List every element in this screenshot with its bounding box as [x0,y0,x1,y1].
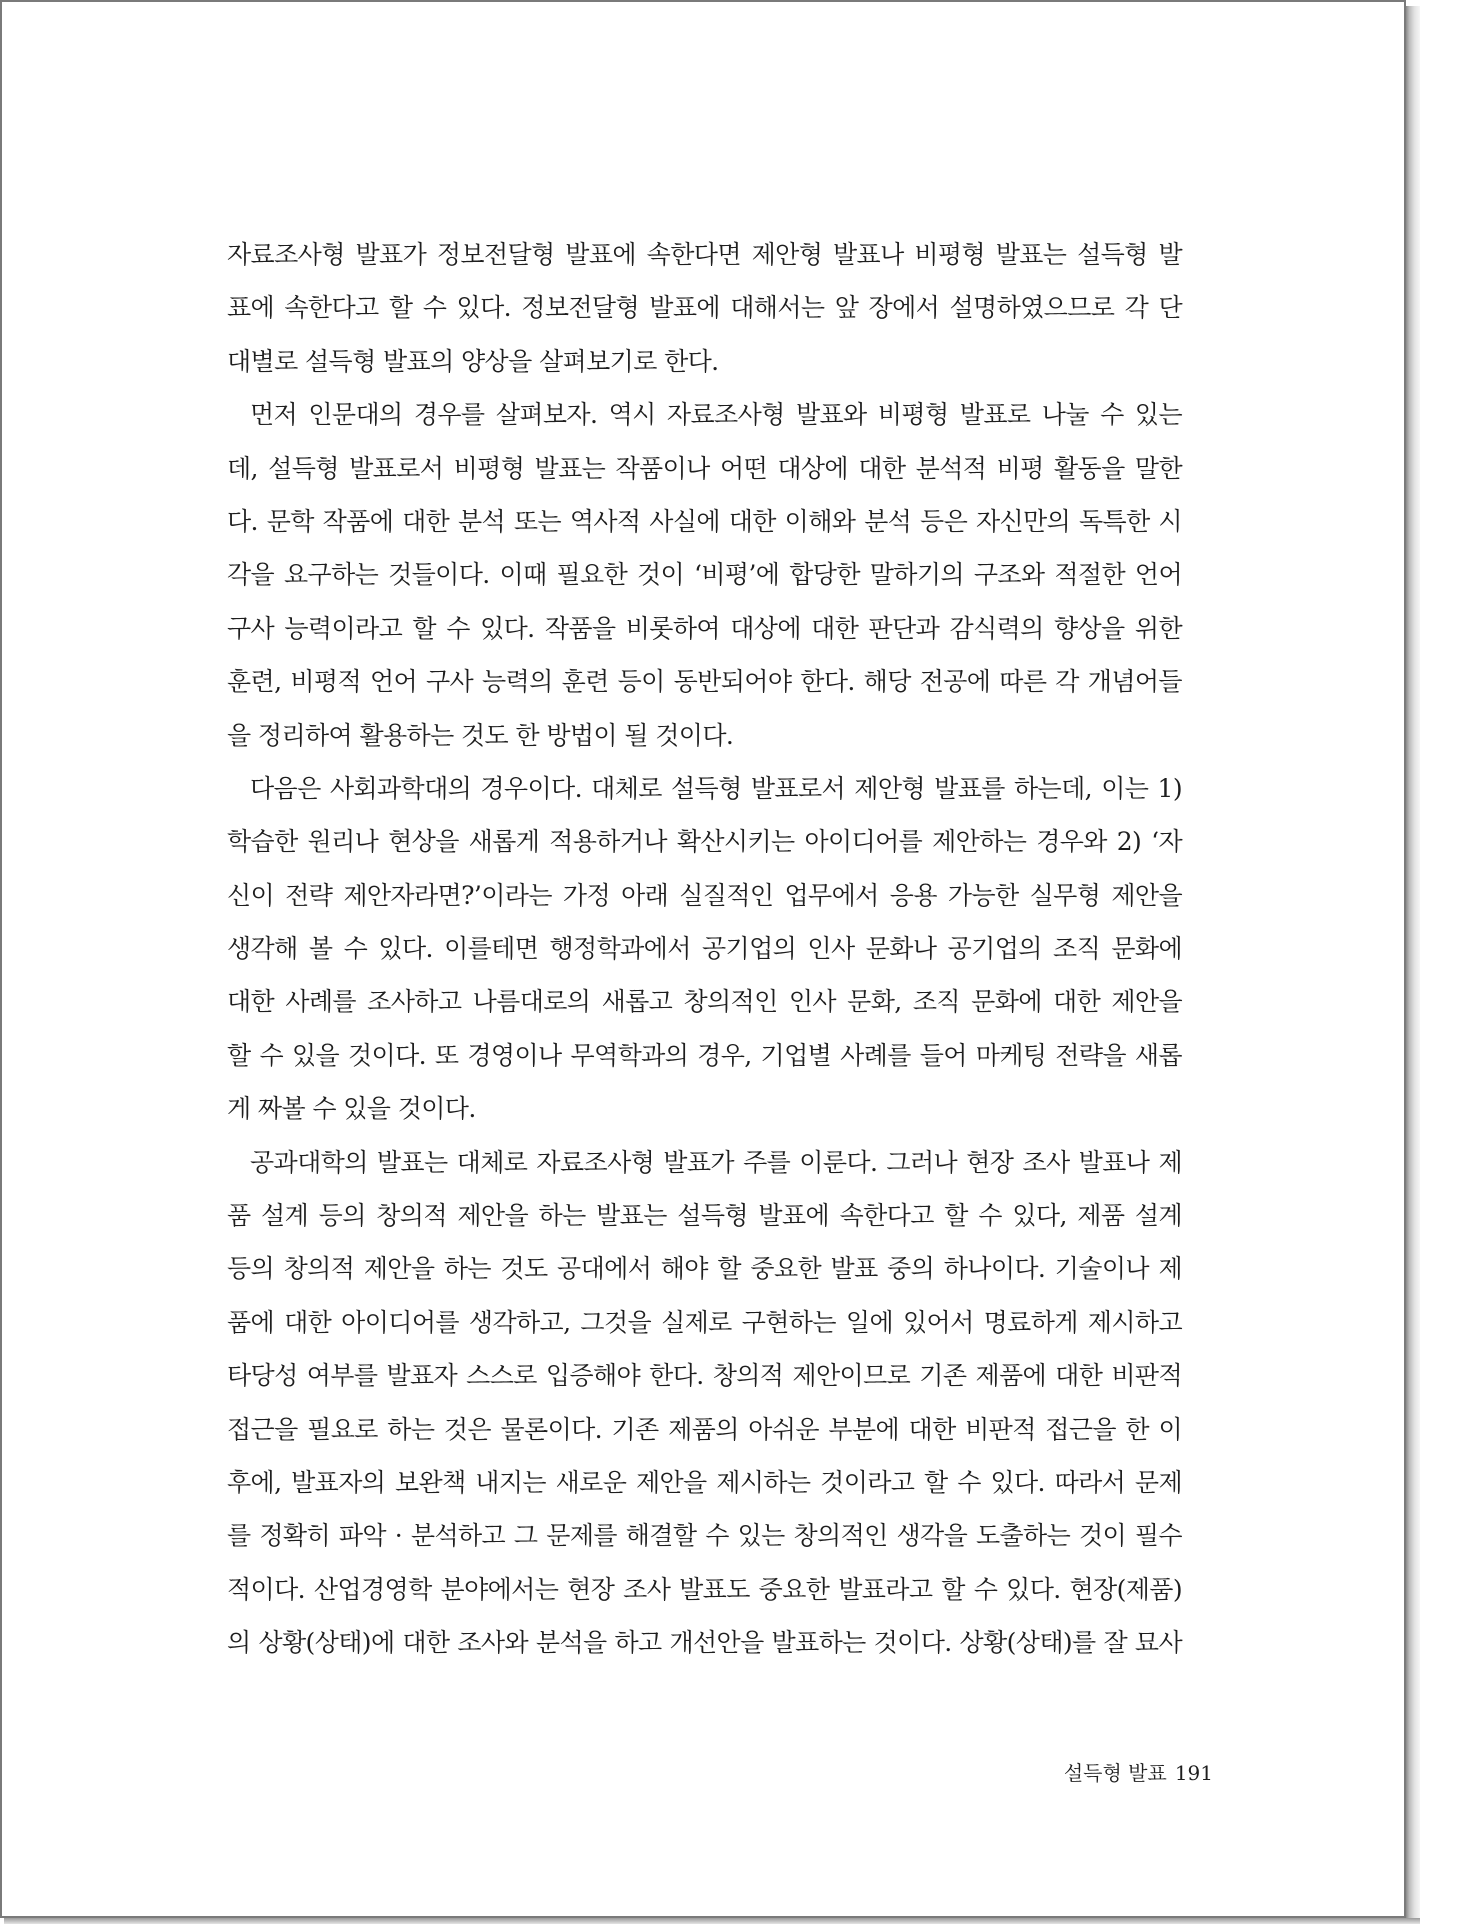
text-line: 학습한 원리나 현상을 새롭게 적용하거나 확산시키는 아이디어를 제안하는 경우와 2) ‘자 [227,827,1182,857]
page-footer [1030,1757,1213,1786]
page-bottom-shadow [4,1918,1420,1924]
text-line: 먼저 인문대의 경우를 살펴보자. 역시 자료조사형 발표와 비평형 발표로 나눌 수 있는 [250,400,1182,430]
text-line: 품 설계 등의 창의적 제안을 하는 발표는 설득형 발표에 속한다고 할 수 있다, 제품 설계 [227,1201,1182,1231]
text-line: 을 정리하여 활용하는 것도 한 방법이 될 것이다. [227,720,734,750]
text-line: 표에 속한다고 할 수 있다. 정보전달형 발표에 대해서는 앞 장에서 설명하였으므로 각 단 [227,293,1182,323]
text-line: 구사 능력이라고 할 수 있다. 작품을 비롯하여 대상에 대한 판단과 감식력의 향상을 위한 [227,613,1182,643]
text-line: 신이 전략 제안자라면?’이라는 가정 아래 실질적인 업무에서 응용 가능한 실무형 제안을 [227,880,1182,910]
text-line: 게 짜볼 수 있을 것이다. [227,1094,476,1124]
text-line: 후에, 발표자의 보완책 내지는 새로운 제안을 제시하는 것이라고 할 수 있다. 따라서 문제 [227,1467,1182,1497]
text-line: 타당성 여부를 발표자 스스로 입증해야 한다. 창의적 제안이므로 기존 제품에 대한 비판적 [227,1361,1182,1391]
text-line: 의 상황(상태)에 대한 조사와 분석을 하고 개선안을 발표하는 것이다. 상황(상태)를 잘 묘사 [227,1628,1182,1658]
body-text [227,228,1182,1670]
text-line: 할 수 있을 것이다. 또 경영이나 무역학과의 경우, 기업별 사례를 들어 마케팅 전략을 새롭 [227,1040,1182,1070]
text-line: 다. 문학 작품에 대한 분석 또는 역사적 사실에 대한 이해와 분석 등은 자신만의 독특한 시 [227,506,1182,536]
page-edge-shadow [1406,6,1420,1922]
text-line: 대한 사례를 조사하고 나름대로의 새롭고 창의적인 인사 문화, 조직 문화에 대한 제안을 [227,987,1182,1017]
text-line: 공과대학의 발표는 대체로 자료조사형 발표가 주를 이룬다. 그러나 현장 조사 발표나 제 [250,1147,1182,1177]
running-chapter-title: 설득형 발표 [1063,1761,1167,1785]
text-line: 적이다. 산업경영학 분야에서는 현장 조사 발표도 중요한 발표라고 할 수 있다. 현장(제품) [227,1574,1182,1604]
text-line: 접근을 필요로 하는 것은 물론이다. 기존 제품의 아쉬운 부분에 대한 비판적 접근을 한 이 [227,1414,1182,1444]
text-line: 자료조사형 발표가 정보전달형 발표에 속한다면 제안형 발표나 비평형 발표는 설득형 발 [227,240,1182,269]
text-line: 품에 대한 아이디어를 생각하고, 그것을 실제로 구현하는 일에 있어서 명료하게 제시하고 [227,1307,1182,1337]
text-line: 대별로 설득형 발표의 양상을 살펴보기로 한다. [227,346,719,376]
page-number: 191 [1174,1761,1213,1785]
text-line: 각을 요구하는 것들이다. 이때 필요한 것이 ‘비평’에 합당한 말하기의 구조와 적절한 언어 [227,560,1182,590]
text-line: 데, 설득형 발표로서 비평형 발표는 작품이나 어떤 대상에 대한 분석적 비평 활동을 말한 [227,453,1182,483]
text-line: 등의 창의적 제안을 하는 것도 공대에서 해야 할 중요한 발표 중의 하나이다. 기술이나 제 [227,1254,1182,1284]
paragraph [227,1136,1182,1670]
paragraph [227,762,1182,1136]
text-line: 생각해 볼 수 있다. 이를테면 행정학과에서 공기업의 인사 문화나 공기업의 조직 문화에 [227,934,1182,964]
text-line: 다음은 사회과학대의 경우이다. 대체로 설득형 발표로서 제안형 발표를 하는데, 이는 1) [250,773,1182,803]
text-line: 훈련, 비평적 언어 구사 능력의 훈련 등이 동반되어야 한다. 해당 전공에 따른 각 개념어들 [227,667,1182,697]
text-line: 를 정확히 파악 · 분석하고 그 문제를 해결할 수 있는 창의적인 생각을 도출하는 것이 필수 [227,1521,1182,1551]
paragraph [227,388,1182,762]
paragraph [227,228,1182,388]
